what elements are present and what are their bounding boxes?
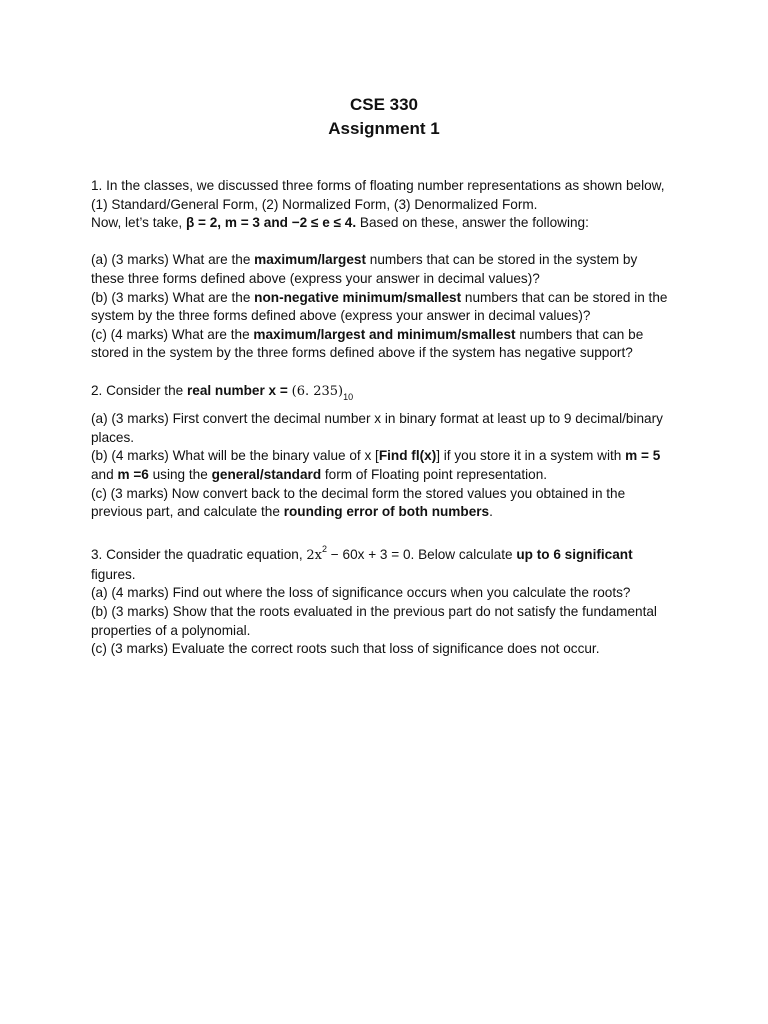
- q1-part-c-line-2: stored in the system by the three forms defined above if the system has negative support?: [91, 345, 633, 361]
- q2b-bold-2: m = 5: [625, 448, 661, 464]
- q1-l3-text: Now, let’s take,: [91, 215, 186, 231]
- q2-part-a-line-1: (a) (3 marks) First convert the decimal number x in binary format at least up to 9 decimal/binary: [91, 411, 663, 427]
- q1c-text-end: numbers that can be: [515, 326, 644, 342]
- q1c-bold: maximum/largest and minimum/smallest: [253, 326, 516, 342]
- q1-part-a-line-1: [91, 251, 691, 270]
- q1a-bold: maximum/largest: [254, 252, 366, 268]
- q2-math-value: (6. 235): [291, 383, 344, 399]
- q2c-text-end: .: [489, 504, 493, 520]
- q1-parameters: β = 2, m = 3 and −2 ≤ e ≤ 4.: [185, 215, 357, 231]
- q1b-bold: non-negative minimum/smallest: [254, 289, 462, 305]
- assignment-title: Assignment 1: [328, 119, 440, 138]
- q2b-text-mid: ] if you store it in a system with: [436, 448, 626, 464]
- q2b-l2-bold-2: general/standard: [211, 466, 322, 482]
- course-code: CSE 330: [349, 95, 419, 114]
- q2b-l2-bold-1: m =6: [117, 466, 149, 482]
- q1-part-c-line-1: [91, 326, 691, 345]
- q3-part-a: (a) (4 marks) Find out where the loss of significance occurs when you calculate the roots?: [91, 585, 631, 601]
- q2b-l2-end: form of Floating point representation.: [321, 466, 548, 482]
- q2-part-c-line-1: (c) (3 marks) Now convert back to the decimal form the stored values you obtained in the: [91, 485, 626, 501]
- q2-text: 2. Consider the: [91, 382, 187, 398]
- q2-part-a-line-2: places.: [91, 429, 135, 445]
- q2-intro-line: [91, 382, 691, 407]
- q3-bold: up to 6 significant: [516, 547, 633, 563]
- q1a-text: (a) (3 marks) What are the: [91, 252, 255, 268]
- q1c-text: (c) (4 marks) What are the: [91, 326, 254, 342]
- q2b-l2-mid: using the: [148, 466, 212, 482]
- q1-intro-line-2: (1) Standard/General Form, (2) Normalized Form, (3) Denormalized Form.: [91, 196, 538, 212]
- q2b-bold-1: Find fl(x): [378, 448, 437, 464]
- q3-part-c: (c) (3 marks) Evaluate the correct roots such that loss of significance does not occur.: [91, 641, 600, 657]
- q2-part-b-line-1: [91, 447, 691, 466]
- q3-text: 3. Consider the quadratic equation,: [91, 547, 307, 563]
- q1-part-b-line-1: [91, 289, 691, 308]
- q1a-text-end: numbers that can be stored in the system by: [366, 252, 638, 268]
- q1-l3-text-end: Based on these, answer the following:: [356, 215, 589, 231]
- question-1: [91, 177, 691, 363]
- title-block: [0, 93, 768, 141]
- q2-part-c-line-2: [91, 503, 691, 522]
- q2-bold: real number x =: [186, 382, 292, 398]
- q1b-text: (b) (3 marks) What are the: [91, 289, 255, 305]
- q3-intro-line-1: [91, 540, 691, 566]
- q2b-text: (b) (4 marks) What will be the binary value of x [: [91, 448, 379, 464]
- q2c-bold: rounding error of both numbers: [283, 504, 490, 520]
- assignment-body: [91, 177, 691, 659]
- q2c-text: previous part, and calculate the: [91, 504, 284, 520]
- q3-text-mid: − 60x + 3 = 0. Below calculate: [327, 547, 517, 563]
- q1-part-a-line-2: these three forms defined above (express your answer in decimal values)?: [91, 270, 540, 286]
- q2-math-base: 10: [343, 391, 354, 402]
- question-3: [91, 540, 691, 659]
- q3-math-term: 2x: [306, 548, 322, 564]
- q3-part-b-line-2: properties of a polynomial.: [91, 622, 251, 638]
- q1-intro-line-3: [91, 214, 691, 233]
- q1b-text-end: numbers that can be stored in the: [461, 289, 668, 305]
- q1-part-b-line-2: system by the three forms defined above (express your answer in decimal values)?: [91, 308, 591, 324]
- q1-intro-line-1: 1. In the classes, we discussed three forms of floating number representations as shown below,: [91, 178, 665, 193]
- q3-intro-line-2: figures.: [91, 566, 136, 582]
- q3-part-b-line-1: (b) (3 marks) Show that the roots evaluated in the previous part do not satisfy the fundamental: [91, 604, 657, 620]
- q2-part-b-line-2: [91, 466, 691, 485]
- question-2: [91, 382, 691, 522]
- q2b-l2-text: and: [91, 466, 118, 482]
- q3-math-exponent: 2: [322, 544, 328, 555]
